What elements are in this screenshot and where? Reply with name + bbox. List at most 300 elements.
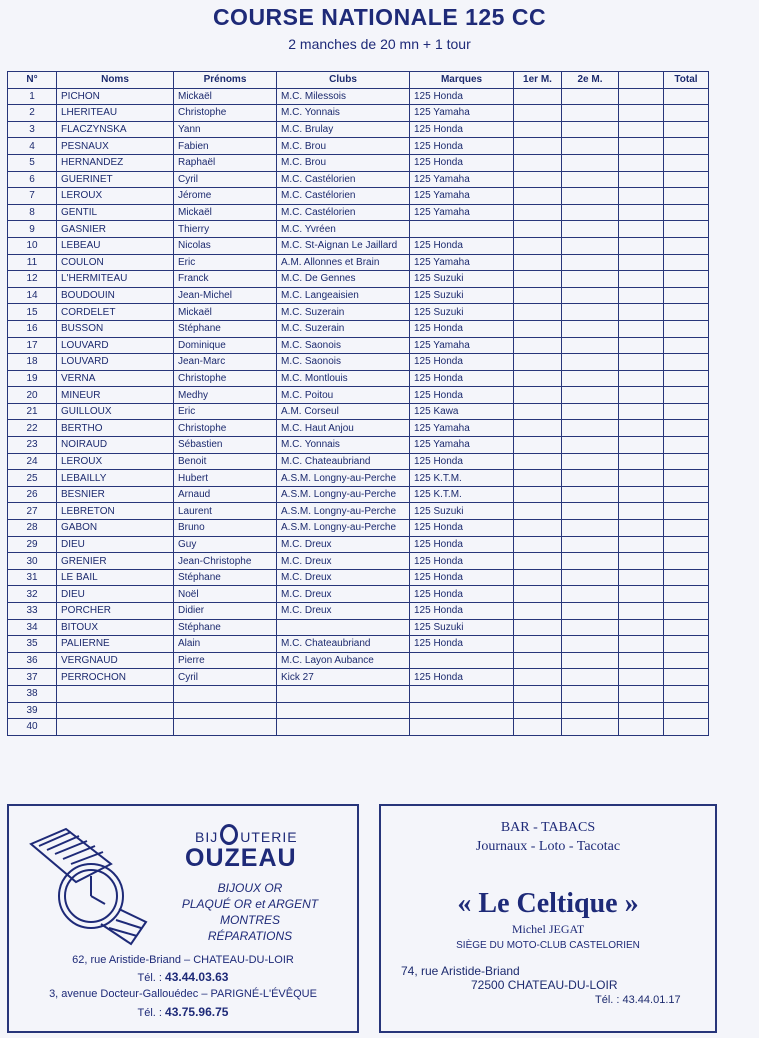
table-row <box>8 603 709 620</box>
cell-manche1 <box>514 304 562 321</box>
cell-prenom: Bruno <box>174 520 277 537</box>
cell-total <box>664 619 709 636</box>
cell-manche2 <box>562 603 619 620</box>
cell-number: 8 <box>8 204 57 221</box>
cell-club: M.C. Poitou <box>277 387 410 404</box>
cell-prenom <box>174 719 277 736</box>
page-title: COURSE NATIONALE 125 CC <box>212 4 547 30</box>
table-row <box>8 453 709 470</box>
cell-total <box>664 154 709 171</box>
table-row <box>8 586 709 603</box>
cell-blank <box>619 154 664 171</box>
cell-nom: CORDELET <box>57 304 174 321</box>
cell-club: M.C. Saonois <box>277 337 410 354</box>
table-row <box>8 337 709 354</box>
cell-club: M.C. Haut Anjou <box>277 420 410 437</box>
cell-club: M.C. Yonnais <box>277 105 410 122</box>
cell-club: A.M. Allonnes et Brain <box>277 254 410 271</box>
cell-marque: 125 Honda <box>410 237 514 254</box>
cell-manche2 <box>562 204 619 221</box>
cell-club: M.C. Milessois <box>277 88 410 105</box>
cell-nom: BESNIER <box>57 486 174 503</box>
cell-manche1 <box>514 437 562 454</box>
cell-blank <box>619 138 664 155</box>
ad-le-celtique <box>379 804 717 1033</box>
cell-manche1 <box>514 188 562 205</box>
table-row <box>8 420 709 437</box>
cell-prenom: Mickaël <box>174 204 277 221</box>
phone: Tél. : 43.44.01.17 <box>595 994 681 1006</box>
cell-manche1 <box>514 569 562 586</box>
cell-marque: 125 Honda <box>410 569 514 586</box>
address-2: 3, avenue Docteur-Gallouédec – PARIGNÉ-L'ÉVÊQUE <box>49 988 317 1000</box>
bij-prefix: BIJ <box>195 829 219 845</box>
cell-prenom <box>174 702 277 719</box>
table-row <box>8 287 709 304</box>
cell-marque: 125 Honda <box>410 553 514 570</box>
cell-number: 35 <box>8 636 57 653</box>
cell-marque: 125 Honda <box>410 320 514 337</box>
cell-club: Kick 27 <box>277 669 410 686</box>
cell-nom: LEROUX <box>57 453 174 470</box>
cell-prenom: Dominique <box>174 337 277 354</box>
cell-number: 12 <box>8 271 57 288</box>
jewel-services <box>155 880 345 944</box>
cell-manche2 <box>562 370 619 387</box>
cell-manche2 <box>562 486 619 503</box>
cell-number: 29 <box>8 536 57 553</box>
cell-number: 9 <box>8 221 57 238</box>
cell-manche1 <box>514 287 562 304</box>
cell-manche2 <box>562 271 619 288</box>
cell-club: A.S.M. Longny-au-Perche <box>277 470 410 487</box>
col-header-noms: Noms <box>57 72 174 89</box>
cell-club: M.C. St-Aignan Le Jaillard <box>277 237 410 254</box>
cell-nom: COULON <box>57 254 174 271</box>
address-city: 72500 CHATEAU-DU-LOIR <box>471 978 618 992</box>
tel-label: Tél. : <box>137 1007 162 1019</box>
cell-marque <box>410 652 514 669</box>
cell-number: 27 <box>8 503 57 520</box>
cell-club: M.C. Brulay <box>277 121 410 138</box>
table-row <box>8 470 709 487</box>
cell-total <box>664 719 709 736</box>
table-row <box>8 619 709 636</box>
cell-club: A.M. Corseul <box>277 403 410 420</box>
cell-total <box>664 237 709 254</box>
cell-total <box>664 636 709 653</box>
cell-prenom: Jean-Christophe <box>174 553 277 570</box>
cell-prenom: Pierre <box>174 652 277 669</box>
cell-nom: LOUVARD <box>57 354 174 371</box>
cell-nom: PERROCHON <box>57 669 174 686</box>
bar-name: « Le Celtique » <box>457 888 639 919</box>
cell-number: 19 <box>8 370 57 387</box>
cell-manche2 <box>562 88 619 105</box>
table-row <box>8 520 709 537</box>
bar-tabacs: BAR - TABACS <box>500 820 596 835</box>
cell-manche1 <box>514 420 562 437</box>
page-subtitle: 2 manches de 20 mn + 1 tour <box>288 36 471 52</box>
cell-nom: GENTIL <box>57 204 174 221</box>
cell-manche2 <box>562 387 619 404</box>
cell-blank <box>619 719 664 736</box>
cell-nom: LHERITEAU <box>57 105 174 122</box>
cell-manche2 <box>562 569 619 586</box>
cell-nom: GUILLOUX <box>57 403 174 420</box>
cell-blank <box>619 403 664 420</box>
cell-blank <box>619 603 664 620</box>
cell-blank <box>619 536 664 553</box>
table-row <box>8 271 709 288</box>
cell-manche1 <box>514 271 562 288</box>
cell-prenom: Christophe <box>174 420 277 437</box>
cell-prenom <box>174 685 277 702</box>
cell-total <box>664 569 709 586</box>
cell-prenom: Cyril <box>174 669 277 686</box>
ring-icon <box>220 824 238 845</box>
cell-manche2 <box>562 669 619 686</box>
cell-club: M.C. Layon Aubance <box>277 652 410 669</box>
cell-total <box>664 105 709 122</box>
cell-manche2 <box>562 437 619 454</box>
cell-club: M.C. Dreux <box>277 569 410 586</box>
cell-manche1 <box>514 154 562 171</box>
cell-marque: 125 Honda <box>410 536 514 553</box>
cell-club: M.C. Yvréen <box>277 221 410 238</box>
cell-prenom: Stéphane <box>174 619 277 636</box>
cell-manche1 <box>514 619 562 636</box>
cell-total <box>664 370 709 387</box>
table-row <box>8 320 709 337</box>
cell-blank <box>619 669 664 686</box>
cell-club: M.C. Yonnais <box>277 437 410 454</box>
cell-blank <box>619 188 664 205</box>
cell-number: 39 <box>8 702 57 719</box>
cell-marque: 125 Honda <box>410 138 514 155</box>
cell-prenom: Yann <box>174 121 277 138</box>
cell-prenom: Guy <box>174 536 277 553</box>
cell-nom: LEBAILLY <box>57 470 174 487</box>
cell-manche2 <box>562 586 619 603</box>
col-header-total: Total <box>664 72 709 89</box>
cell-club: M.C. Castélorien <box>277 188 410 205</box>
cell-club: M.C. Saonois <box>277 354 410 371</box>
cell-prenom: Jérome <box>174 188 277 205</box>
cell-blank <box>619 486 664 503</box>
cell-manche1 <box>514 702 562 719</box>
table-row <box>8 171 709 188</box>
cell-marque: 125 Yamaha <box>410 204 514 221</box>
address-street: 74, rue Aristide-Briand <box>401 964 520 978</box>
cell-marque <box>410 719 514 736</box>
cell-manche1 <box>514 121 562 138</box>
cell-nom: L'HERMITEAU <box>57 271 174 288</box>
cell-prenom: Nicolas <box>174 237 277 254</box>
cell-nom: LEBEAU <box>57 237 174 254</box>
cell-blank <box>619 453 664 470</box>
cell-manche2 <box>562 619 619 636</box>
cell-total <box>664 88 709 105</box>
cell-manche1 <box>514 237 562 254</box>
table-row <box>8 221 709 238</box>
cell-total <box>664 354 709 371</box>
cell-blank <box>619 619 664 636</box>
cell-total <box>664 603 709 620</box>
cell-number: 23 <box>8 437 57 454</box>
cell-number: 33 <box>8 603 57 620</box>
services-line: Journaux - Loto - Tacotac <box>475 839 621 854</box>
cell-club: M.C. Dreux <box>277 553 410 570</box>
table-row <box>8 304 709 321</box>
cell-manche1 <box>514 88 562 105</box>
cell-manche2 <box>562 702 619 719</box>
cell-nom: LE BAIL <box>57 569 174 586</box>
cell-blank <box>619 420 664 437</box>
cell-manche1 <box>514 652 562 669</box>
cell-manche1 <box>514 254 562 271</box>
cell-nom <box>57 685 174 702</box>
cell-nom: DIEU <box>57 586 174 603</box>
cell-marque: 125 Yamaha <box>410 171 514 188</box>
cell-club: M.C. Montlouis <box>277 370 410 387</box>
table-row <box>8 702 709 719</box>
cell-nom: PALIERNE <box>57 636 174 653</box>
col-header-manche2: 2e M. <box>562 72 619 89</box>
cell-marque <box>410 221 514 238</box>
cell-total <box>664 702 709 719</box>
cell-blank <box>619 503 664 520</box>
cell-number: 11 <box>8 254 57 271</box>
cell-number: 16 <box>8 320 57 337</box>
col-header-marques: Marques <box>410 72 514 89</box>
cell-prenom: Thierry <box>174 221 277 238</box>
table-row <box>8 88 709 105</box>
table-row <box>8 370 709 387</box>
cell-marque: 125 Honda <box>410 121 514 138</box>
cell-manche2 <box>562 453 619 470</box>
cell-club: M.C. De Gennes <box>277 271 410 288</box>
cell-prenom: Raphaël <box>174 154 277 171</box>
cell-blank <box>619 437 664 454</box>
cell-prenom: Jean-Michel <box>174 287 277 304</box>
cell-marque <box>410 702 514 719</box>
cell-manche1 <box>514 387 562 404</box>
cell-number: 17 <box>8 337 57 354</box>
cell-nom: BITOUX <box>57 619 174 636</box>
cell-number: 30 <box>8 553 57 570</box>
cell-prenom: Mickaël <box>174 88 277 105</box>
col-header-manche1: 1er M. <box>514 72 562 89</box>
cell-blank <box>619 88 664 105</box>
cell-club: M.C. Brou <box>277 154 410 171</box>
cell-prenom: Cyril <box>174 171 277 188</box>
tel-label: Tél. : <box>137 972 162 984</box>
cell-marque: 125 Suzuki <box>410 619 514 636</box>
cell-number: 10 <box>8 237 57 254</box>
cell-club <box>277 719 410 736</box>
cell-club <box>277 685 410 702</box>
cell-nom: VERGNAUD <box>57 652 174 669</box>
cell-marque: 125 K.T.M. <box>410 470 514 487</box>
cell-number: 21 <box>8 403 57 420</box>
table-row <box>8 105 709 122</box>
cell-nom <box>57 719 174 736</box>
cell-blank <box>619 221 664 238</box>
service-line: RÉPARATIONS <box>207 929 293 943</box>
table-row <box>8 636 709 653</box>
cell-nom: BERTHO <box>57 420 174 437</box>
cell-manche2 <box>562 420 619 437</box>
cell-number: 1 <box>8 88 57 105</box>
cell-total <box>664 171 709 188</box>
cell-total <box>664 503 709 520</box>
table-row <box>8 121 709 138</box>
cell-total <box>664 486 709 503</box>
cell-marque: 125 Honda <box>410 354 514 371</box>
cell-manche1 <box>514 138 562 155</box>
cell-nom: PESNAUX <box>57 138 174 155</box>
cell-manche2 <box>562 337 619 354</box>
cell-club: M.C. Castélorien <box>277 204 410 221</box>
cell-club: M.C. Chateaubriand <box>277 636 410 653</box>
cell-nom: MINEUR <box>57 387 174 404</box>
cell-club: M.C. Brou <box>277 138 410 155</box>
cell-blank <box>619 337 664 354</box>
cell-marque: 125 Yamaha <box>410 188 514 205</box>
cell-total <box>664 271 709 288</box>
cell-marque: 125 Suzuki <box>410 503 514 520</box>
cell-manche2 <box>562 636 619 653</box>
cell-manche2 <box>562 719 619 736</box>
cell-manche2 <box>562 320 619 337</box>
cell-total <box>664 437 709 454</box>
cell-manche1 <box>514 204 562 221</box>
cell-number: 28 <box>8 520 57 537</box>
cell-blank <box>619 204 664 221</box>
cell-marque: 125 Honda <box>410 154 514 171</box>
cell-total <box>664 453 709 470</box>
cell-prenom: Didier <box>174 603 277 620</box>
cell-marque: 125 Honda <box>410 669 514 686</box>
table-header-row <box>8 72 709 89</box>
cell-nom: PORCHER <box>57 603 174 620</box>
cell-club: A.S.M. Longny-au-Perche <box>277 520 410 537</box>
cell-marque: 125 Honda <box>410 387 514 404</box>
cell-nom: PICHON <box>57 88 174 105</box>
cell-number: 7 <box>8 188 57 205</box>
cell-number: 6 <box>8 171 57 188</box>
cell-number: 3 <box>8 121 57 138</box>
cell-manche1 <box>514 370 562 387</box>
cell-number: 40 <box>8 719 57 736</box>
bijouterie-label <box>195 824 298 845</box>
cell-manche2 <box>562 520 619 537</box>
cell-number: 20 <box>8 387 57 404</box>
cell-manche2 <box>562 221 619 238</box>
cell-blank <box>619 254 664 271</box>
cell-total <box>664 304 709 321</box>
cell-number: 15 <box>8 304 57 321</box>
table-row <box>8 536 709 553</box>
col-header-number: N° <box>8 72 57 89</box>
cell-manche1 <box>514 453 562 470</box>
cell-marque: 125 Yamaha <box>410 437 514 454</box>
col-header-prenoms: Prénoms <box>174 72 277 89</box>
table-row <box>8 437 709 454</box>
table-row <box>8 486 709 503</box>
cell-blank <box>619 520 664 537</box>
watch-icon <box>21 824 151 949</box>
cell-prenom: Hubert <box>174 470 277 487</box>
club-tagline: SIÈGE DU MOTO-CLUB CASTELORIEN <box>456 940 640 951</box>
cell-blank <box>619 685 664 702</box>
cell-number: 2 <box>8 105 57 122</box>
cell-marque: 125 Kawa <box>410 403 514 420</box>
cell-club: M.C. Langeaisien <box>277 287 410 304</box>
table-row <box>8 719 709 736</box>
cell-total <box>664 121 709 138</box>
tel-number: 43.75.96.75 <box>165 1005 229 1019</box>
cell-manche1 <box>514 486 562 503</box>
phone-2 <box>9 1005 357 1019</box>
cell-marque: 125 Honda <box>410 603 514 620</box>
cell-club: A.S.M. Longny-au-Perche <box>277 486 410 503</box>
cell-manche2 <box>562 188 619 205</box>
cell-manche1 <box>514 603 562 620</box>
cell-number: 34 <box>8 619 57 636</box>
cell-blank <box>619 387 664 404</box>
cell-nom: GUERINET <box>57 171 174 188</box>
cell-nom: DIEU <box>57 536 174 553</box>
cell-number: 38 <box>8 685 57 702</box>
cell-number: 18 <box>8 354 57 371</box>
cell-marque: 125 Honda <box>410 88 514 105</box>
cell-manche1 <box>514 520 562 537</box>
cell-manche1 <box>514 536 562 553</box>
table-row <box>8 685 709 702</box>
service-line: BIJOUX OR <box>217 881 283 895</box>
owner-name: Michel JEGAT <box>511 922 585 936</box>
cell-manche2 <box>562 154 619 171</box>
cell-prenom: Christophe <box>174 105 277 122</box>
cell-total <box>664 586 709 603</box>
cell-club <box>277 702 410 719</box>
cell-nom: LOUVARD <box>57 337 174 354</box>
cell-nom: GASNIER <box>57 221 174 238</box>
cell-manche1 <box>514 105 562 122</box>
cell-number: 24 <box>8 453 57 470</box>
cell-total <box>664 420 709 437</box>
cell-prenom: Alain <box>174 636 277 653</box>
cell-total <box>664 188 709 205</box>
cell-blank <box>619 287 664 304</box>
table-row <box>8 387 709 404</box>
cell-blank <box>619 702 664 719</box>
cell-nom: BUSSON <box>57 320 174 337</box>
cell-club: M.C. Castélorien <box>277 171 410 188</box>
cell-blank <box>619 569 664 586</box>
col-header-clubs: Clubs <box>277 72 410 89</box>
cell-manche1 <box>514 354 562 371</box>
cell-marque: 125 Honda <box>410 636 514 653</box>
cell-blank <box>619 304 664 321</box>
cell-club: M.C. Suzerain <box>277 320 410 337</box>
table-row <box>8 669 709 686</box>
cell-number: 37 <box>8 669 57 686</box>
table-row <box>8 254 709 271</box>
cell-blank <box>619 586 664 603</box>
